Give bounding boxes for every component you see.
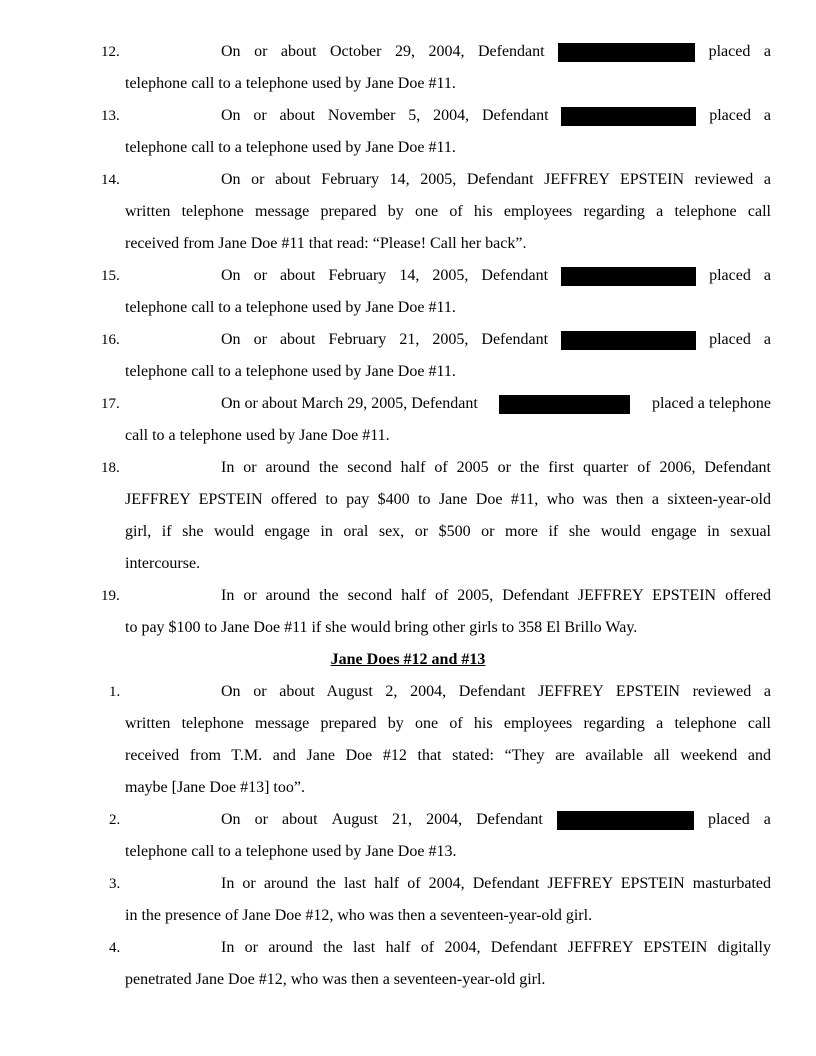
redaction-box <box>557 811 694 830</box>
paragraph-line: written telephone message prepared by one of his employees regarding a telephone call <box>125 203 771 220</box>
paragraph-number: 19. <box>101 588 120 604</box>
word: Defendant <box>481 331 549 348</box>
paragraph-line: in the presence of Jane Doe #12, who was then a seventeen-year-old girl. <box>125 907 593 924</box>
word: 2004, <box>433 107 470 124</box>
word: On <box>221 267 241 284</box>
word: November <box>327 107 396 124</box>
paragraph-line: telephone call to a telephone used by Jane Doe #13. <box>125 843 457 860</box>
word: Defendant <box>476 811 543 828</box>
paragraph-number: 2. <box>109 812 121 828</box>
paragraph-line: received from T.M. and Jane Doe #12 that stated: “They are available all weekend and <box>125 747 771 764</box>
word: or <box>254 811 268 828</box>
paragraph-line: telephone call to a telephone used by Jane Doe #11. <box>125 299 456 316</box>
word: placed <box>709 331 751 348</box>
word: October <box>329 43 382 60</box>
word: On <box>221 107 241 124</box>
paragraph-line: On or about February 14, 2005, Defendant JEFFREY EPSTEIN reviewed a <box>221 171 771 188</box>
paragraph-number: 4. <box>109 940 121 956</box>
paragraph-number: 15. <box>101 268 120 284</box>
word: placed <box>708 43 751 60</box>
paragraph-number: 14. <box>101 172 120 188</box>
section-heading: Jane Does #12 and #13 <box>330 651 486 668</box>
word: On <box>221 331 241 348</box>
paragraph-line: received from Jane Doe #11 that read: “Please! Call her back”. <box>125 235 527 252</box>
text-run: placed a telephone <box>651 395 771 412</box>
word: Defendant <box>481 107 549 124</box>
word: 2005, <box>432 331 469 348</box>
word: February <box>328 331 387 348</box>
word: February <box>328 267 387 284</box>
word: 14, <box>399 267 420 284</box>
paragraph-line: written telephone message prepared by one of his employees regarding a telephone call <box>125 715 771 732</box>
word: about <box>279 267 316 284</box>
paragraph-line <box>221 106 771 126</box>
paragraph-number: 1. <box>109 684 121 700</box>
word: August <box>331 811 378 828</box>
word: a <box>763 43 771 60</box>
word: Defendant <box>477 43 545 60</box>
paragraph-line <box>221 810 771 830</box>
paragraph-number: 13. <box>101 108 120 124</box>
paragraph-line <box>221 266 771 286</box>
paragraph-line: In or around the last half of 2004, Defendant JEFFREY EPSTEIN masturbated <box>221 875 771 892</box>
word: 2004, <box>426 811 463 828</box>
redaction-box <box>499 395 630 414</box>
paragraph-line: call to a telephone used by Jane Doe #11. <box>125 427 390 444</box>
word: a <box>763 331 771 348</box>
redaction-box <box>561 267 696 286</box>
word: about <box>279 107 316 124</box>
paragraph-line: telephone call to a telephone used by Jane Doe #11. <box>125 75 456 92</box>
redaction-box <box>558 43 695 62</box>
word: On <box>221 811 241 828</box>
word: 21, <box>399 331 420 348</box>
paragraph-line: In or around the second half of 2005, Defendant JEFFREY EPSTEIN offered <box>221 587 771 604</box>
paragraph-line: On or about August 2, 2004, Defendant JEFFREY EPSTEIN reviewed a <box>221 683 771 700</box>
paragraph-line: telephone call to a telephone used by Jane Doe #11. <box>125 363 456 380</box>
redaction-box <box>561 107 696 126</box>
paragraph-line: intercourse. <box>125 555 201 572</box>
paragraph-number: 3. <box>109 876 121 892</box>
paragraph-line <box>221 42 771 62</box>
paragraph-number: 18. <box>101 460 120 476</box>
paragraph-line: maybe [Jane Doe #13] too”. <box>125 779 305 796</box>
paragraph-line <box>221 330 771 350</box>
paragraph-line: penetrated Jane Doe #12, who was then a seventeen-year-old girl. <box>125 971 546 988</box>
word: 5, <box>408 107 421 124</box>
word: about <box>282 811 318 828</box>
word: or <box>253 107 267 124</box>
word: a <box>763 811 771 828</box>
word: 21, <box>391 811 412 828</box>
paragraph-number: 17. <box>101 396 120 412</box>
word: or <box>253 331 267 348</box>
word: placed <box>709 107 751 124</box>
word: or <box>253 267 267 284</box>
word: placed <box>709 267 751 284</box>
word: or <box>254 43 268 60</box>
word: a <box>763 107 771 124</box>
word: 29, <box>394 43 415 60</box>
word: a <box>763 267 771 284</box>
word: 2004, <box>428 43 465 60</box>
paragraph-line: girl, if she would engage in oral sex, or $500 or more if she would engage in sexual <box>125 523 771 540</box>
word: Defendant <box>481 267 549 284</box>
word: 2005, <box>432 267 469 284</box>
paragraph-line: In or around the second half of 2005 or the first quarter of 2006, Defendant <box>221 459 771 476</box>
redaction-box <box>561 331 696 350</box>
paragraph-line: JEFFREY EPSTEIN offered to pay $400 to Jane Doe #11, who was then a sixteen-year-old <box>125 491 771 508</box>
paragraph-number: 12. <box>101 44 120 60</box>
paragraph-line <box>221 394 771 414</box>
text-run: On or about March 29, 2005, Defendant <box>221 395 478 412</box>
paragraph-line: to pay $100 to Jane Doe #11 if she would bring other girls to 358 El Brillo Way. <box>125 619 638 636</box>
word: about <box>279 331 316 348</box>
word: placed <box>707 811 750 828</box>
paragraph-number: 16. <box>101 332 120 348</box>
paragraph-line: telephone call to a telephone used by Jane Doe #11. <box>125 139 456 156</box>
paragraph-line: In or around the last half of 2004, Defendant JEFFREY EPSTEIN digitally <box>221 939 771 956</box>
word: On <box>221 43 241 60</box>
word: about <box>280 43 317 60</box>
